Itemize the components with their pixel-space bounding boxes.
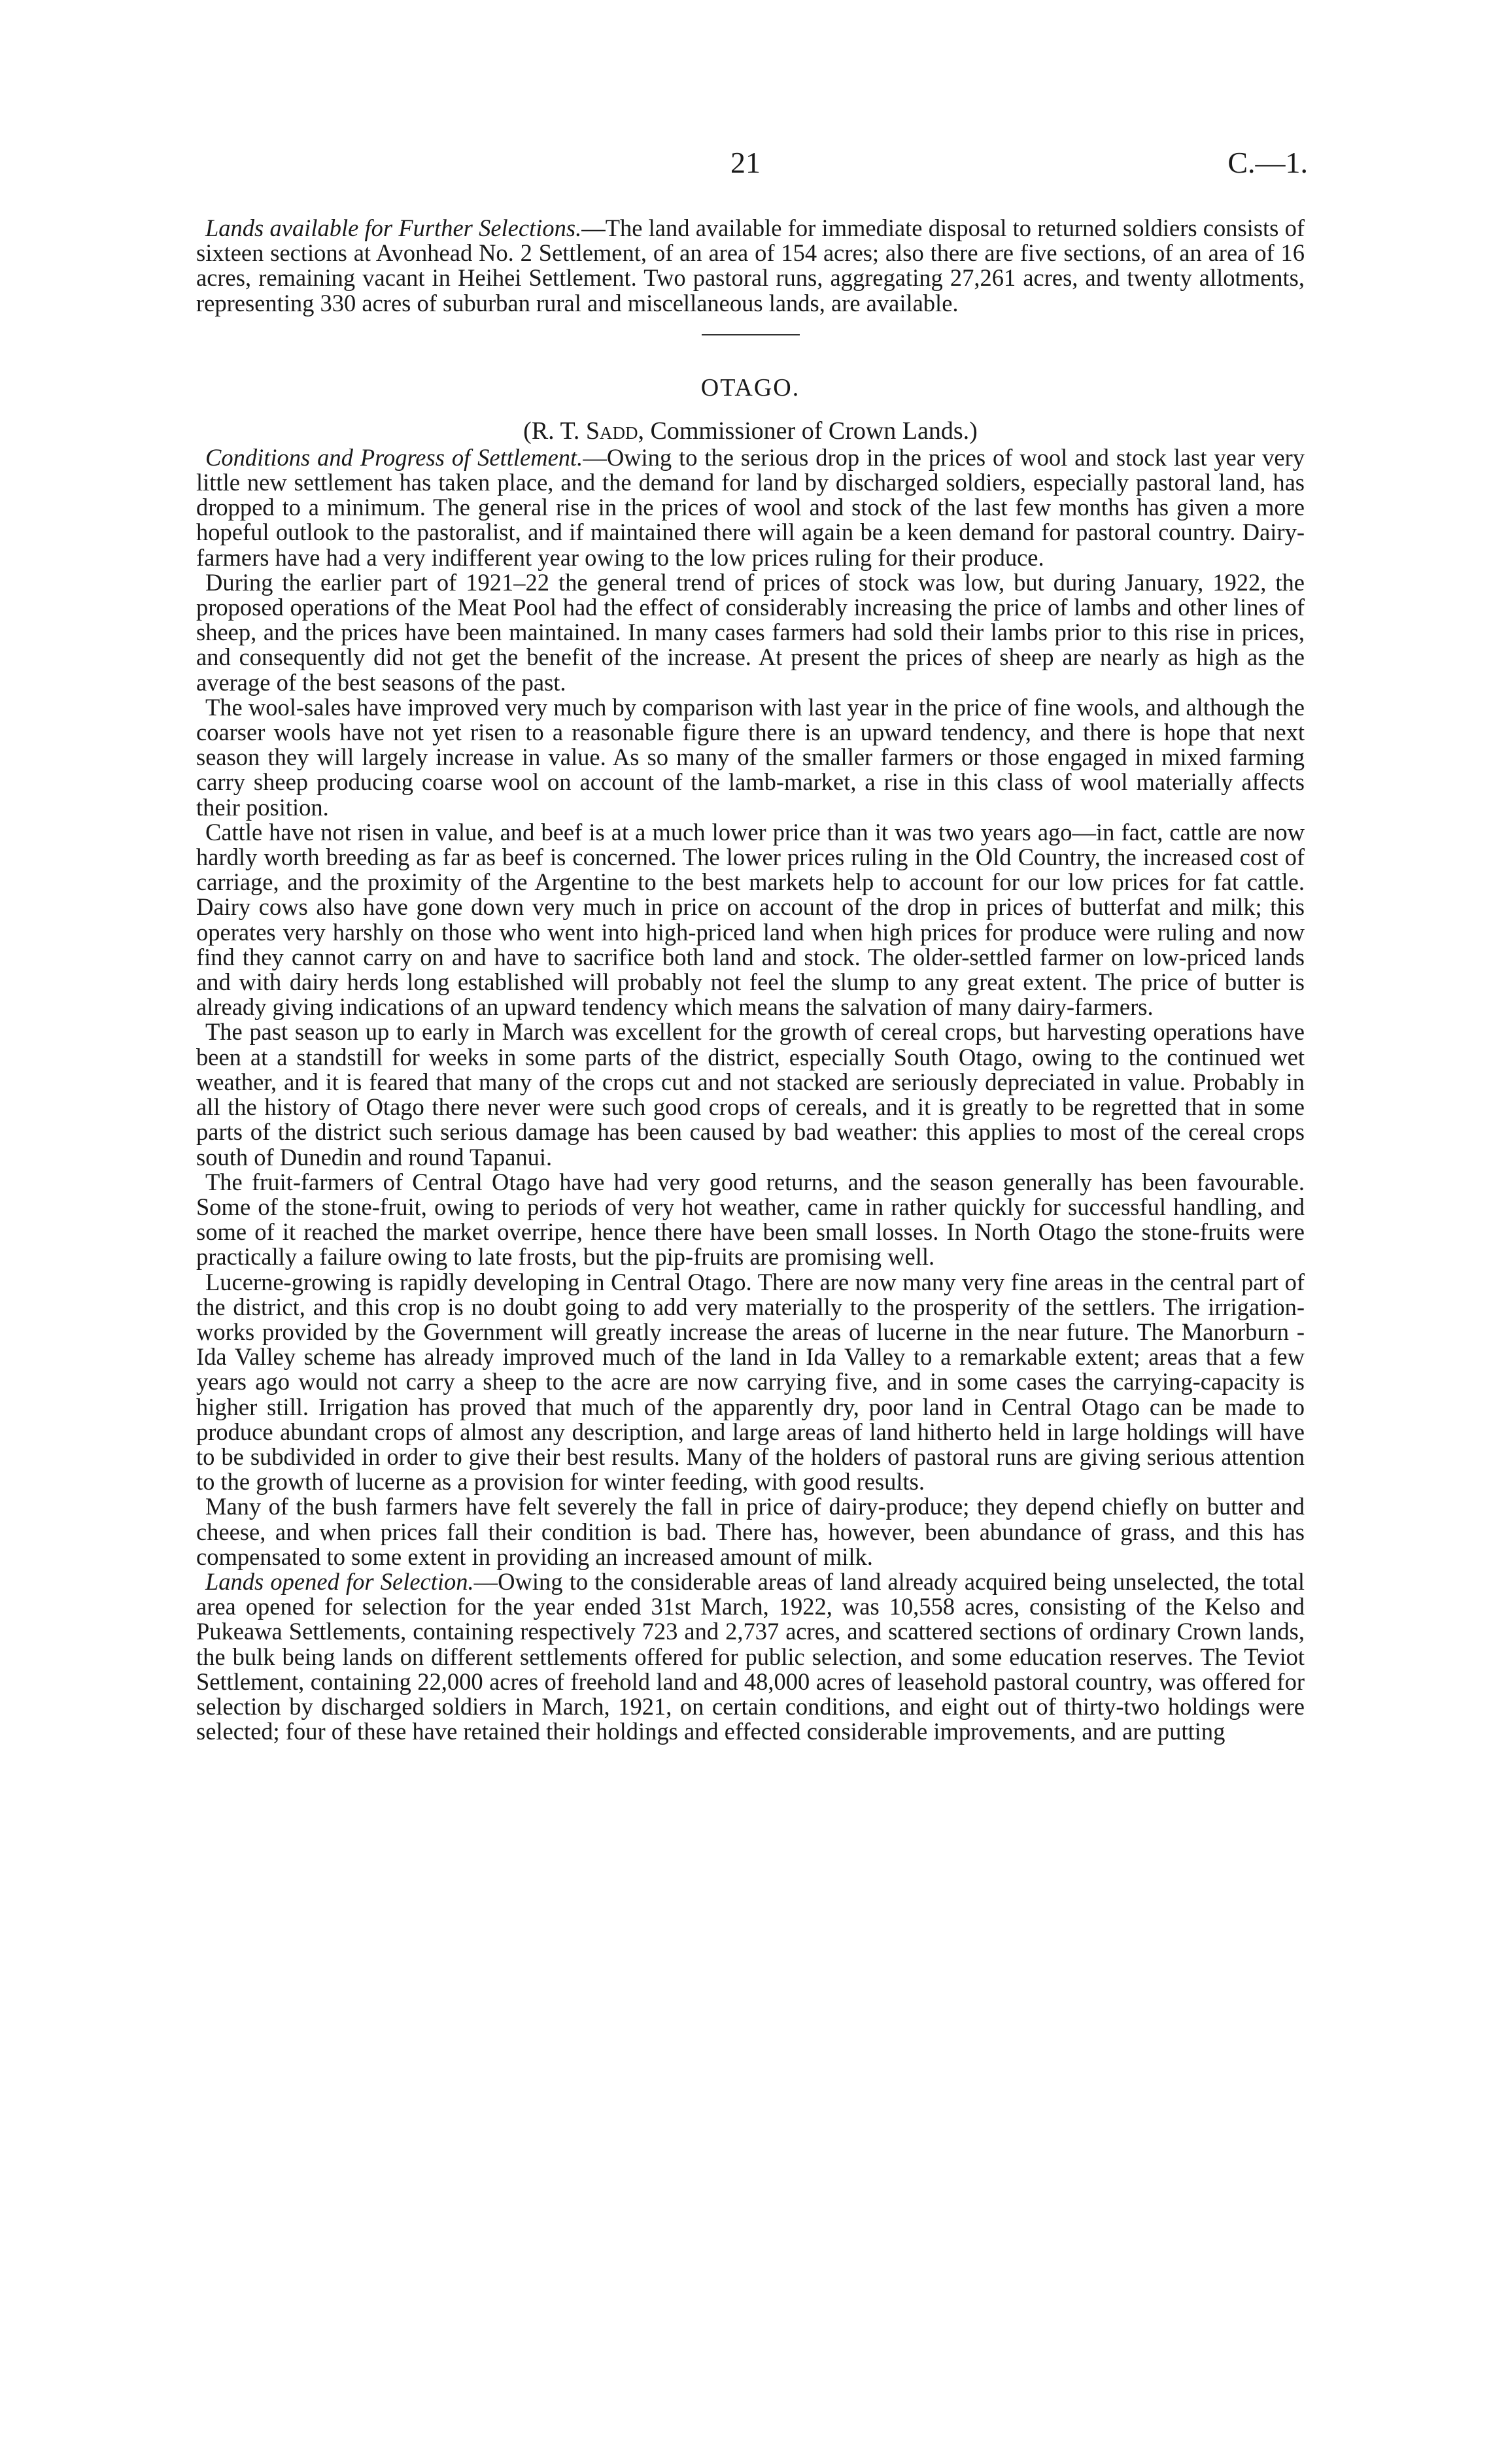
section-divider <box>702 334 800 335</box>
paragraph-lucerne: Lucerne-growing is rapidly developing in Central Otago. There are now many very fine areas in the central part of the district, and this crop is no doubt going to add very materially to the prosperity of the settlers. The irrigation-works provided by the Government will greatly increase the areas of lucerne in the near future. The Manorburn - Ida Valley scheme has already improved much of the land in Ida Valley to a remarkable extent; areas that a few years ago would not carry a sheep to the acre are now carrying five, and in some cases the carrying-capacity is higher still. Irrigation has proved that much of the apparently dry, poor land in Central Otago can be made to produce abundant crops of almost any description, and large areas of land hitherto held in large holdings will have to be subdivided in order to give their best results. Many of the holders of pastoral runs are giving serious attention to the growth of lucerne as a provision for winter feeding, with good results. <box>196 1268 1305 1496</box>
paragraph-fruit: The fruit-farmers of Central Otago have had very good returns, and the season generally has been favourable. Some of the stone-fruit, owing to periods of very hot weather, came in rather quickly for successful handling, and some of it reached the market overripe, hence there have been small losses. In North Otago the stone-fruits were practically a failure owing to late frosts, but the pip-fruits are promising well. <box>196 1168 1305 1271</box>
commissioner-prefix: (R. T. <box>523 417 586 445</box>
page-body <box>196 216 1305 1744</box>
paragraph-stock-prices: During the earlier part of 1921–22 the general trend of prices of stock was low, but during January, 1922, the proposed operations of the Meat Pool had the effect of considerably increasing the price of lambs and other lines of sheep, and the prices have been maintained. In many cases farmers had sold their lambs prior to this rise in prices, and consequently did not get the benefit of the increase. At present the prices of sheep are nearly as high as the average of the best seasons of the past. <box>196 568 1305 696</box>
lead-lands-available: Lands available for Further Selections. <box>205 214 582 241</box>
text-lands-available: —The land available for immediate disposal to returned soldiers consists of sixteen sections at Avonhead No. 2 Settlement, of an area of 154 acres; also there are five sections, of an area of 16 acres, remaining vacant in Heihei Settlement. Two pastoral runs, aggregating 27,261 acres, and twenty allotments, representing 330 acres of suburban rural and miscellaneous lands, are available. <box>196 214 1305 317</box>
paragraph-lands-available <box>196 216 1305 316</box>
paragraph-cattle: Cattle have not risen in value, and beef is at a much lower price than it was two years ago—in fact, cattle are now hardly worth breeding as far as beef is concerned. The lower prices ruling in the Old Country, the increased cost of carriage, and the proximity of the Argentine to the best markets help to account for our low prices for fat cattle. Dairy cows also have gone down very much in price on account of the drop in prices of butterfat and milk; this operates very harshly on those who went into high-priced land when high prices for produce were ruling and now find they cannot carry on and have to sacrifice both land and stock. The older-settled farmer on low-priced lands and with dairy herds long established will probably not feel the slump to any great extent. The price of butter is already giving indications of an upward tendency which means the salvation of many dairy-farmers. <box>196 818 1305 1021</box>
text-lands-opened: —Owing to the considerable areas of land already acquired being unselected, the total area opened for selection for the year ended 31st March, 1922, was 10,558 acres, consisting of the Kelso and Pukeawa Settlements, containing respectively 723 and 2,737 acres, and scattered sections of ordinary Crown lands, the bulk being lands on different settlements offered for public selection, and some education reserves. The Teviot Settlement, containing 22,000 acres of freehold land and 48,000 acres of leasehold pastoral country, was offered for selection by discharged soldiers in March, 1921, on certain conditions, and eight out of thirty-two holdings were selected; four of these have retained their holdings and effected considerable improvements, and are putting <box>196 1567 1305 1745</box>
text-conditions: —Owing to the serious drop in the prices of wool and stock last year very little new settlement has taken place, and the demand for land by discharged soldiers, especially pastoral land, has dropped to a minimum. The general rise in the prices of wool and stock of the last few months has given a more hopeful outlook to the pastoralist, and if maintained there will again be a keen demand for pastoral country. Dairy-farmers have had a very indifferent year owing to the low prices ruling for their produce. <box>196 443 1305 571</box>
paragraph-wool-sales: The wool-sales have improved very much by comparison with last year in the price of fine wools, and although the coarser wools have not yet risen to a reasonable figure there is an upward tendency, and there is hope that next season they will largely increase in value. As so many of the smaller farmers or those engaged in mixed farming carry sheep producing coarse wool on account of the lamb-market, a rise in this class of wool materially affects their position. <box>196 693 1305 821</box>
paragraph-bush-farmers: Many of the bush farmers have felt severely the fall in price of dairy-produce; they depend chiefly on butter and cheese, and when prices fall their condition is bad. There has, however, been abundance of grass, and this has compensated to some extent in providing an increased amount of milk. <box>196 1493 1305 1570</box>
section-title-otago: OTAGO. <box>700 373 800 402</box>
paragraph-lands-opened <box>196 1569 1305 1744</box>
paragraph-conditions <box>196 445 1305 570</box>
page-number: 21 <box>730 146 761 179</box>
document-reference: C.—1. <box>1227 146 1308 179</box>
commissioner-line <box>196 417 1305 445</box>
commissioner-suffix: , Commissioner of Crown Lands.) <box>638 417 978 445</box>
lead-conditions: Conditions and Progress of Settlement. <box>205 443 583 471</box>
lead-lands-opened: Lands opened for Selection. <box>205 1567 474 1595</box>
paragraph-cereal-crops: The past season up to early in March was excellent for the growth of cereal crops, but harvesting operations have been at a standstill for weeks in some parts of the district, especially South Otago, owing to the continued wet weather, and it is feared that many of the crops cut and not stacked are seriously depreciated in value. Probably in all the history of Otago there never were such good crops of cereals, and it is greatly to be regretted that in some parts of the district such serious damage has been caused by bad weather: this applies to most of the cereal crops south of Dunedin and round Tapanui. <box>196 1018 1305 1171</box>
commissioner-name: Sadd <box>585 417 638 445</box>
